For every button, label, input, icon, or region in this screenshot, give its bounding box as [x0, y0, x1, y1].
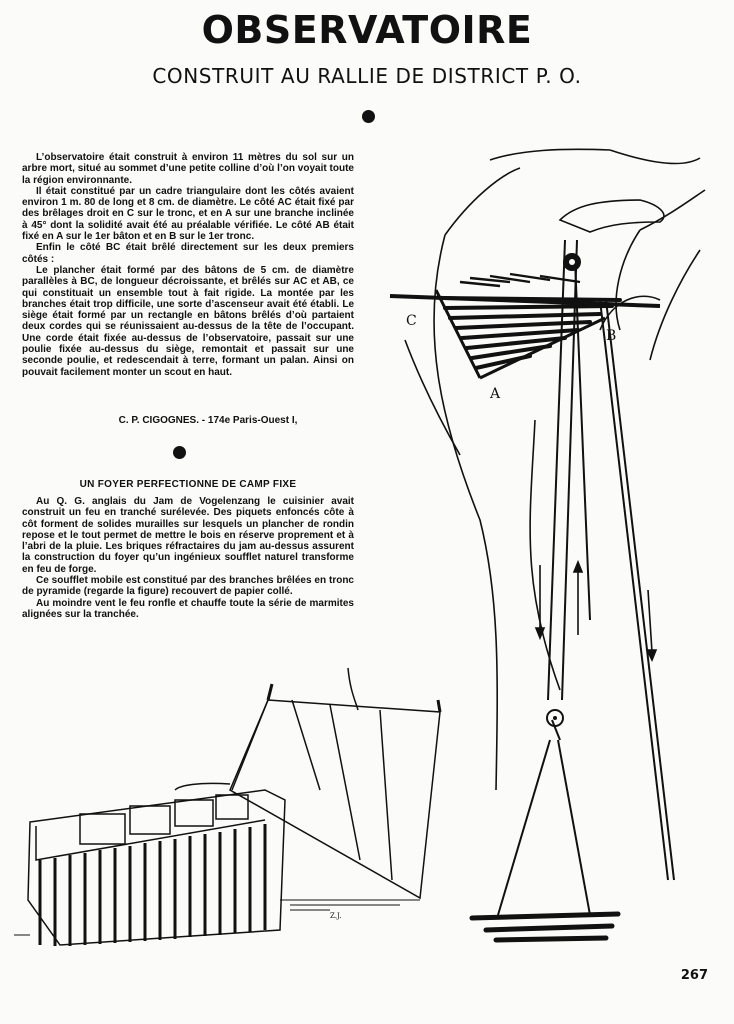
paragraph: Ce soufflet mobile est constitué par des branches brêlées en tronc de pyramide (regarde la figure) recouvert de papier collé.	[22, 575, 354, 598]
label-c: C	[406, 313, 417, 329]
paragraph: Au moindre vent le feu ronfle et chauffe toute la série de marmites alignées sur la tranchée.	[22, 597, 354, 620]
label-b: B	[606, 328, 617, 344]
page-title: OBSERVATOIRE	[201, 8, 533, 52]
article-heading: UN FOYER PERFECTIONNE DE CAMP FIXE	[79, 479, 297, 490]
paragraph: Le plancher était formé par des bâtons de 5 cm. de diamètre parallèles à BC, de longueur décroissante, et brêlés sur AC et AB, ce qui constituait un ensemble tout à fait rigide. La montée par les branches était trop difficile, une sorte d’ascenseur avait été établi. Le siège était formé par un rectangle en bâtons brêlés d’où partaient deux cordes qui se réunissaient au-dessus de la tête de l’occupant. Une corde était fixée au-dessus de l’observatoire, passait sur une poulie fixée au-dessus du siège, remontait et passait sur une seconde poulie, et redescendait à terre, formant un palan. Ainsi on pouvait facilement monter un scout en haut.	[22, 264, 354, 378]
page-subtitle: CONSTRUIT AU RALLIE DE DISTRICT P. O.	[152, 64, 582, 88]
illustrator-signature: Z.J.	[330, 912, 342, 920]
fire-trench	[28, 790, 285, 945]
paragraph: Enfin le côté BC était brêlé directement sur les deux premiers côtés :	[22, 242, 354, 265]
paragraph: Il était constitué par un cadre triangulaire dont les côtés avaient environ 1 m. 80 de long et 8 cm. de diamètre. Le côté AC était fixé par des brêlages droit en C sur le tronc, et en A sur une branche inclinée à 45° dont la solidité avait été au préalable vérifiée. Le côté AB était fixé en A sur le 1er bâton et en B sur le 1er tronc.	[22, 185, 354, 243]
article-signature: C. P. CIGOGNES. - 174e Paris-Ouest I,	[118, 415, 298, 426]
paragraph: Au Q. G. anglais du Jam de Vogelenzang le cuisinier avait construit un feu en tranché surélevée. Des piquets enfoncés côte à côt forment de solides murailles sur lesquels un plancher de rondin repose et le tout permet de mettre le bois en réserve proprement et à l’abri de la pluie. Les briques réfractaires du jam au-dessus assurent la construction du foyer qu’un ingénieux soufflet naturel transforme en feu de forge.	[22, 496, 354, 575]
page-number: 267	[680, 968, 708, 983]
label-a: A	[490, 386, 501, 402]
paragraph: L’observatoire était construit à environ 11 mètres du sol sur un arbre mort, situé au sommet d’une petite colline d’où l’on voyait toute la région environnante.	[22, 152, 354, 186]
